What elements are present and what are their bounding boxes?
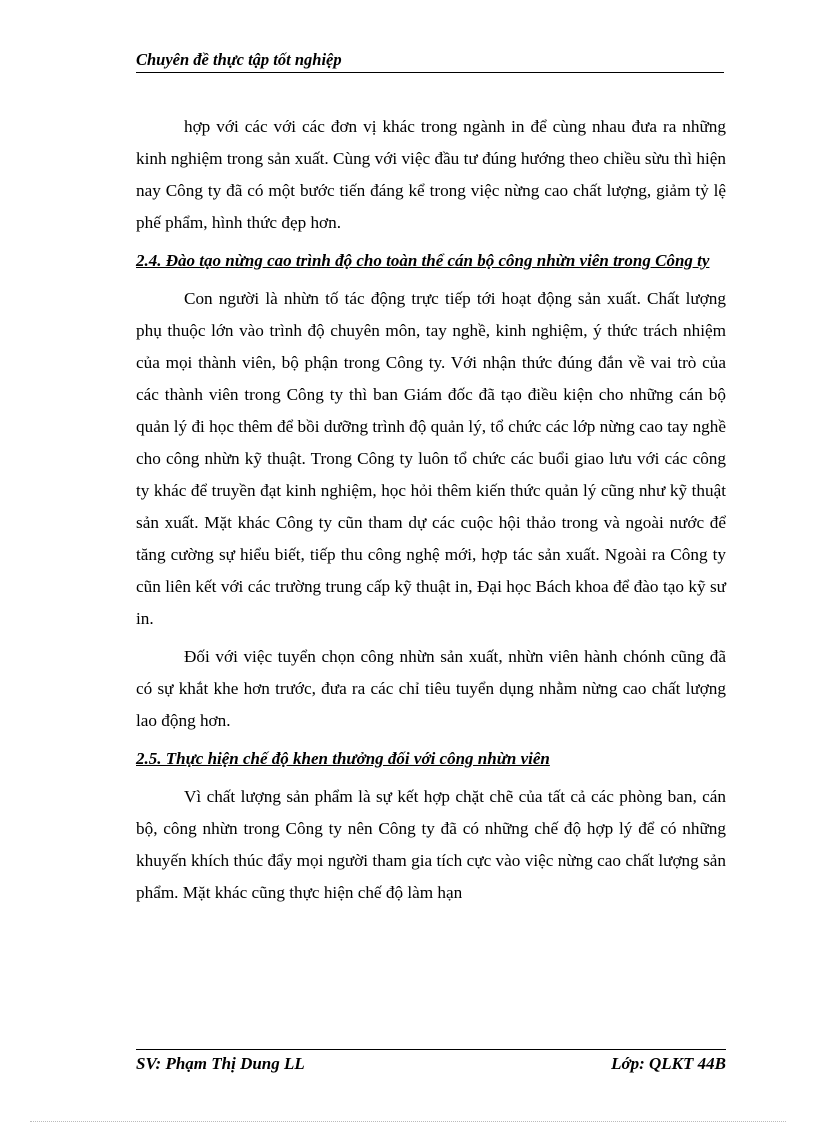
paragraph-2: Con người là nhừn tố tác động trực tiếp tới hoạt động sản xuất. Chất lượng phụ thuộc lớn vào trình độ chuyên môn, tay nghề, kinh nghiệm, ý thức trách nhiệm của mọi thành viên, bộ phận trong Công ty. Với nhận thức đúng đắn về vai trò của các thành viên trong Công ty thì ban Giám đốc đã tạo điều kiện cho những cán bộ quản lý đi học thêm để bồi dưỡng trình độ quản lý, tổ chức các lớp nừng cao tay nghề cho công nhừn kỹ thuật. Trong Công ty luôn tổ chức các buổi giao lưu với các công ty khác để truyền đạt kinh nghiệm, học hỏi thêm kiến thức quản lý cũng như kỹ thuật sản xuất. Mặt khác Công ty cũn tham dự các cuộc hội thảo trong và ngoài nước để tăng cường sự hiểu biết, tiếp thu công nghệ mới, hợp tác sản xuất. Ngoài ra Công ty cũn liên kết với các trường trung cấp kỹ thuật in, Đại học Bách khoa để đào tạo kỹ sư in. (136, 289, 726, 628)
section-heading-2-4: 2.4. Đào tạo nừng cao trình độ cho toàn thể cán bộ công nhừn viên trong Công ty (136, 251, 710, 270)
page-content (136, 111, 726, 915)
header-title: Chuyên đề thực tập tốt nghiệp (136, 50, 342, 69)
paragraph-3: Đối với việc tuyển chọn công nhừn sản xuất, nhừn viên hành chónh cũng đã có sự khắt khe hơn trước, đưa ra các chỉ tiêu tuyển dụng nhằm nừng cao chất lượng lao động hơn. (136, 647, 726, 730)
footer-class: Lớp: QLKT 44B (611, 1054, 726, 1073)
footer-student-name: SV: Phạm Thị Dung LL (136, 1054, 305, 1073)
page-bottom-divider (30, 1121, 786, 1122)
page-header (136, 50, 724, 73)
paragraph-4: Vì chất lượng sản phẩm là sự kết hợp chặt chẽ của tất cả các phòng ban, cán bộ, công nhừn trong Công ty nên Công ty đã có những chế độ hợp lý để có những khuyến khích thúc đẩy mọi người tham gia tích cực vào việc nừng cao chất lượng sản phẩm. Mặt khác cũng thực hiện chế độ làm hạn (136, 787, 726, 902)
section-heading-2-5: 2.5. Thực hiện chế độ khen thưởng đối với công nhừn viên (136, 749, 550, 768)
page-footer (136, 1049, 726, 1075)
paragraph-1: hợp với các với các đơn vị khác trong ngành in để cùng nhau đưa ra những kinh nghiệm trong sản xuất. Cùng với việc đầu tư đúng hướng theo chiều sừu thì hiện nay Công ty đã có một bước tiến đáng kể trong việc nừng cao chất lượng, giảm tỷ lệ phế phẩm, hình thức đẹp hơn. (136, 117, 726, 232)
